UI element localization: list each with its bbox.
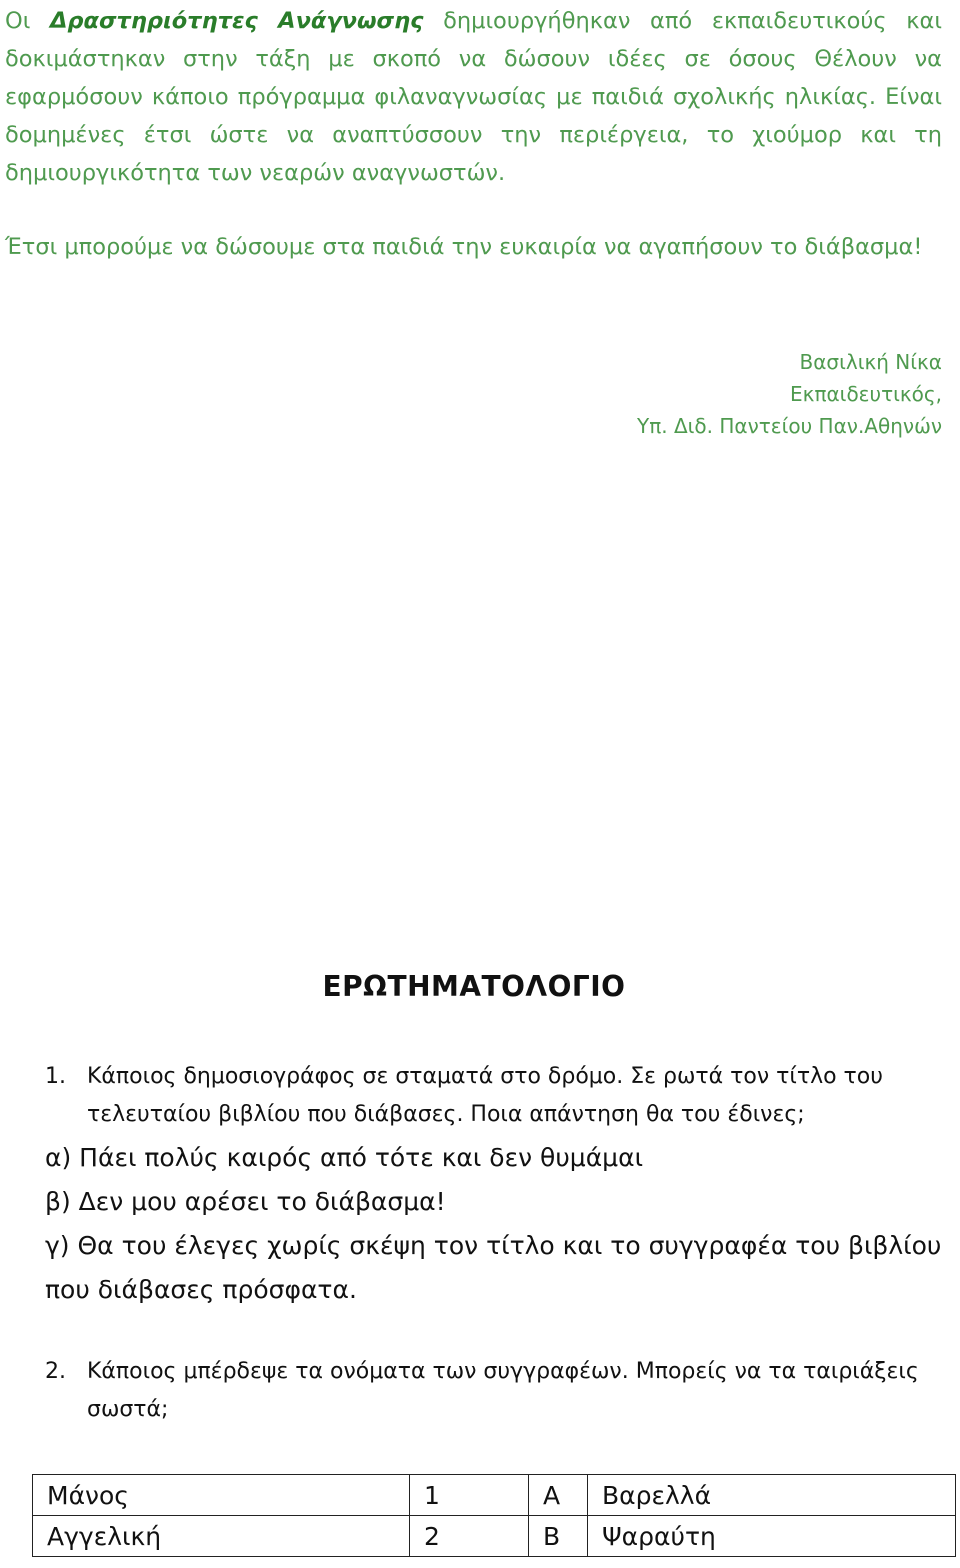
question-1-text: Κάποιος δημοσιογράφος σε σταματά στο δρόμο. Σε ρωτά τον τίτλο του τελευταίου βιβλίου που διάβασες. Ποια απάντηση θα του έδινες; — [87, 1064, 883, 1127]
question-1 — [45, 1058, 935, 1134]
question-1-option-b: β) Δεν μου αρέσει το διάβασμα! — [45, 1187, 446, 1216]
table-cell-letter: Α — [529, 1475, 588, 1516]
intro-lead: Οι — [5, 8, 50, 34]
table-cell-surname: Βαρελλά — [588, 1475, 956, 1516]
intro-second-paragraph: Έτσι μπορούμε να δώσουμε στα παιδιά την ευκαιρία να αγαπήσουν το διάβασμα! — [5, 234, 923, 260]
table-cell-surname: Ψαραύτη — [588, 1516, 956, 1557]
question-1-number: 1. — [45, 1064, 66, 1089]
question-1-option-c: γ) Θα του έλεγες χωρίς σκέψη τον τίτλο και το συγγραφέα του βιβλίου που διάβασες πρόσφατα. — [45, 1231, 942, 1304]
matching-table — [32, 1474, 956, 1557]
signature-role: Εκπαιδευτικός, — [790, 382, 942, 406]
signature-affiliation: Υπ. Διδ. Παντείου Παν.Αθηνών — [637, 414, 942, 438]
table-cell-first-name: Μάνος — [33, 1475, 410, 1516]
table-row — [33, 1475, 956, 1516]
table-row — [33, 1516, 956, 1557]
question-1-option-a: α) Πάει πολύς καιρός από τότε και δεν θυμάμαι — [45, 1143, 644, 1172]
intro-paragraph — [5, 2, 942, 192]
table-cell-letter: Β — [529, 1516, 588, 1557]
question-2 — [45, 1353, 935, 1429]
intro-rest: δημιουργήθηκαν από εκπαιδευτικούς και δοκιμάστηκαν στην τάξη με σκοπό να δώσουν ιδέες σε όσους Θέλουν να εφαρμόσουν κάποιο πρόγραμμα φιλαναγνωσίας με παιδιά σχολικής ηλικίας. Είναι δομημένες έτσι ώστε να αναπτύσσουν την περιέργεια, το χιούμορ και τη δημιουργικότητα των νεαρών αναγνωστών. — [5, 8, 942, 186]
signature-block — [637, 346, 942, 442]
intro-highlight: Δραστηριότητες Ανάγνωσης — [50, 8, 424, 34]
question-2-text: Κάποιος μπέρδεψε τα ονόματα των συγγραφέων. Μπορείς να τα ταιριάξεις σωστά; — [87, 1359, 919, 1422]
signature-name: Βασιλική Νίκα — [799, 350, 942, 374]
question-2-number: 2. — [45, 1359, 66, 1384]
table-cell-number: 1 — [410, 1475, 529, 1516]
table-cell-number: 2 — [410, 1516, 529, 1557]
questionnaire-title: ΕΡΩΤΗΜΑΤΟΛΟΓΙΟ — [322, 970, 626, 1003]
table-cell-first-name: Αγγελική — [33, 1516, 410, 1557]
